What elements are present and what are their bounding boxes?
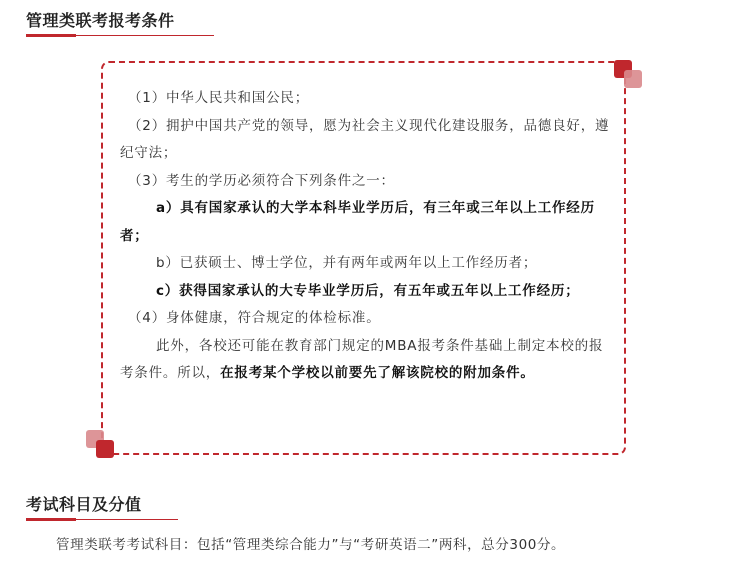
condition-item-3: （3）考生的学历必须符合下列条件之一： <box>128 172 395 189</box>
section-title-subjects: 考试科目及分值 <box>26 495 142 514</box>
condition-item-4: （4）身体健康，符合规定的体检标准。 <box>128 310 381 326</box>
condition-sub-a: a）具有国家承认的大学本科毕业学历后，有三年或三年以上工作经历者； <box>120 200 595 244</box>
condition-item-1: （1）中华人民共和国公民； <box>128 90 309 106</box>
note-text: 此外，各校还可能在教育部门规定的MBA报考条件基础上制定本校的报考条件。所以， <box>120 337 604 381</box>
condition-sub-c: c）获得国家承认的大专毕业学历后，有五年或五年以上工作经历； <box>156 282 580 299</box>
heading-underline-accent <box>26 34 76 37</box>
requirements-list <box>120 85 612 388</box>
exam-subjects-text: 管理类联考考试科目：包括“管理类综合能力”与“考研英语二”两科，总分300分。 <box>56 537 566 553</box>
corner-decoration-top-light <box>624 70 642 88</box>
condition-sub-b: b）已获硕士、博士学位，并有两年或两年以上工作经历者； <box>156 255 538 271</box>
additional-note <box>120 333 612 388</box>
corner-decoration-bottom-dark <box>96 440 114 458</box>
heading-underline-accent <box>26 518 76 521</box>
condition-item-2: （2）拥护中国共产党的领导，愿为社会主义现代化建设服务，品德良好，遵纪守法； <box>120 117 610 161</box>
section-title-requirements: 管理类联考报考条件 <box>26 11 175 30</box>
note-emphasis: 在报考某个学校以前要先了解该院校的附加条件。 <box>220 365 535 381</box>
